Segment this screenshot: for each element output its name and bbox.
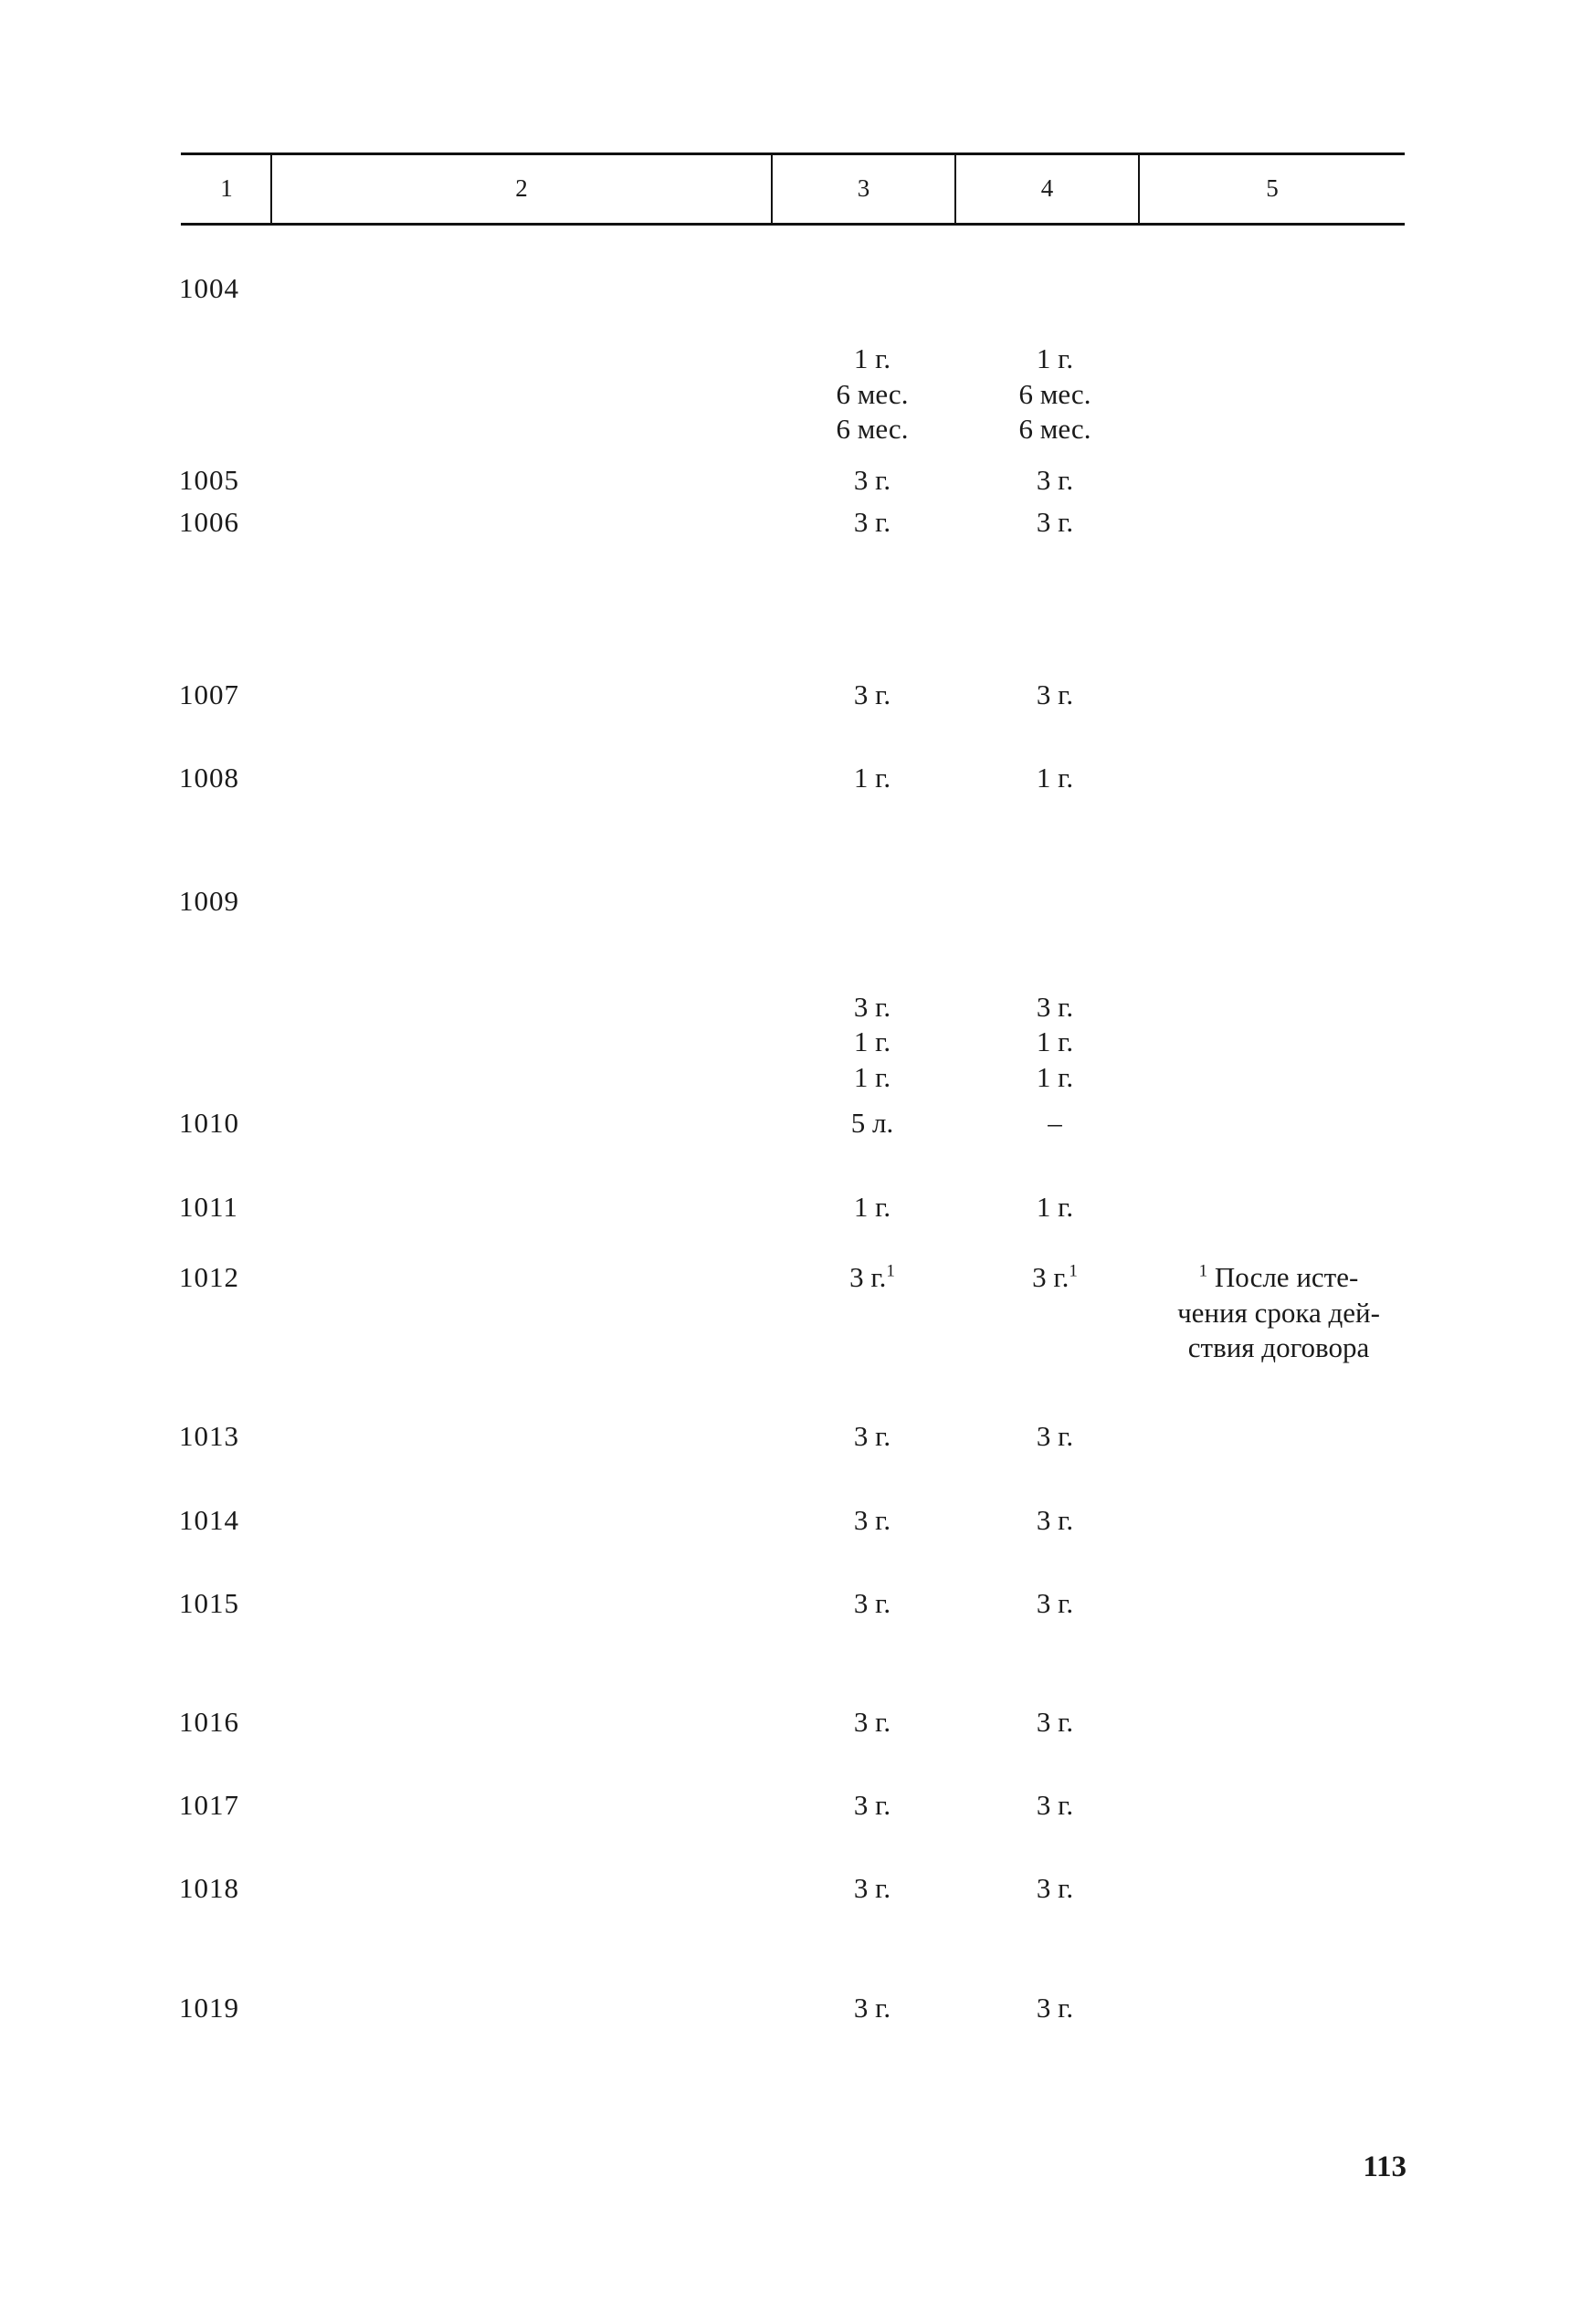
subitem-col3-value: 3 г. <box>853 990 891 1023</box>
col4-value: 1 г. <box>1036 762 1074 794</box>
remark-text: чения срока дей- <box>1177 1296 1380 1329</box>
row-retention-col4 <box>964 1705 1146 1740</box>
row-code: 1016 <box>179 1706 239 1738</box>
row-code: 1009 <box>179 885 239 917</box>
col3-value: 3 г. <box>853 506 891 538</box>
col3-value: 3 г. <box>853 1992 891 2024</box>
remark-text: ствия договора <box>1187 1331 1370 1363</box>
row-retention-col3 <box>781 505 964 541</box>
col4-value: 3 г. <box>1036 506 1074 538</box>
subitem-col4-value: 3 г. <box>1036 990 1074 1023</box>
row-code: 1010 <box>179 1107 239 1139</box>
row-retention-col3 <box>781 678 964 713</box>
row-retention-col4 <box>964 1871 1146 1907</box>
col4-value: 3 г. <box>1032 1261 1069 1293</box>
header-col-2: 2 <box>515 174 528 202</box>
row-retention-col4 <box>964 990 1146 1096</box>
header-col-4: 4 <box>1040 174 1054 202</box>
row-code: 1011 <box>179 1191 238 1223</box>
col3-value: 3 г. <box>849 1261 887 1293</box>
row-retention-col3 <box>781 1705 964 1740</box>
col4-value: 3 г. <box>1036 1992 1074 2024</box>
row-retention-col4 <box>964 678 1146 713</box>
row-retention-col3 <box>781 1503 964 1539</box>
subitem-col4-value: 1 г. <box>1036 342 1074 374</box>
subitem-col4-value: 6 мес. <box>1018 413 1091 445</box>
col3-value: 5 л. <box>850 1107 894 1139</box>
row-code: 1017 <box>179 1789 239 1821</box>
subitem-col3-value: 6 мес. <box>836 413 909 445</box>
remark-line <box>1146 1330 1411 1366</box>
col4-value: 3 г. <box>1036 1504 1074 1536</box>
row-retention-col4 <box>964 1419 1146 1455</box>
subitem-col3-value: 1 г. <box>853 342 891 374</box>
footnote-mark: 1 <box>886 1261 895 1281</box>
row-retention-col3 <box>781 1788 964 1824</box>
footnote-mark: 1 <box>1069 1261 1078 1281</box>
row-retention-col3 <box>781 1419 964 1455</box>
row-retention-col4 <box>964 505 1146 541</box>
row-code: 1013 <box>179 1420 239 1452</box>
col3-value: 3 г. <box>853 1420 891 1452</box>
col4-value: 3 г. <box>1036 464 1074 496</box>
remark-text: После исте- <box>1214 1261 1359 1293</box>
row-retention-col4 <box>964 1503 1146 1539</box>
row-retention-col4 <box>964 1260 1146 1296</box>
row-retention-col4 <box>964 1190 1146 1225</box>
table-header <box>181 152 1405 227</box>
col3-value: 3 г. <box>853 1706 891 1738</box>
row-code: 1004 <box>179 272 239 304</box>
row-code: 1006 <box>179 506 239 538</box>
row-code: 1012 <box>179 1261 239 1293</box>
header-col-3: 3 <box>857 174 870 202</box>
col4-value: 3 г. <box>1036 678 1074 710</box>
row-retention-col4 <box>964 463 1146 499</box>
remark-line <box>1146 1260 1411 1296</box>
col4-value: 1 г. <box>1036 1191 1074 1223</box>
row-retention-col3 <box>781 1190 964 1225</box>
col4-value: 3 г. <box>1036 1420 1074 1452</box>
col3-value: 3 г. <box>853 1504 891 1536</box>
col3-value: 1 г. <box>853 1191 891 1223</box>
col4-value: 3 г. <box>1036 1872 1074 1904</box>
col3-value: 3 г. <box>853 1587 891 1619</box>
row-retention-col3 <box>781 1106 964 1141</box>
row-remarks <box>1146 1260 1411 1366</box>
col3-value: 3 г. <box>853 464 891 496</box>
row-retention-col3 <box>781 761 964 796</box>
header-bottom-rule <box>181 223 1405 226</box>
row-code: 1018 <box>179 1872 239 1904</box>
subitem-col3-value: 1 г. <box>853 1025 891 1057</box>
row-retention-col3 <box>781 463 964 499</box>
row-retention-col3 <box>781 1586 964 1622</box>
col4-value: 3 г. <box>1036 1587 1074 1619</box>
header-col-5: 5 <box>1266 174 1279 202</box>
subitem-col3-value: 6 мес. <box>836 377 909 410</box>
col3-value: 3 г. <box>853 678 891 710</box>
row-retention-col4 <box>964 761 1146 796</box>
col3-value: 3 г. <box>853 1872 891 1904</box>
row-code: 1014 <box>179 1504 239 1536</box>
row-code: 1019 <box>179 1992 239 2024</box>
row-retention-col4 <box>964 1106 1146 1141</box>
page-number: 113 <box>1363 2150 1407 2183</box>
subitem-col4-value: 1 г. <box>1036 1060 1074 1093</box>
row-retention-col3 <box>781 1871 964 1907</box>
row-retention-col3 <box>781 1260 964 1296</box>
row-retention-col4 <box>964 1788 1146 1824</box>
row-code: 1008 <box>179 762 239 794</box>
row-retention-col4 <box>964 1586 1146 1622</box>
row-retention-col4 <box>964 1991 1146 2026</box>
subitem-col4-value: 6 мес. <box>1018 377 1091 410</box>
col4-value: – <box>1048 1107 1062 1139</box>
row-code: 1015 <box>179 1587 239 1619</box>
row-code: 1007 <box>179 678 239 710</box>
remark-line <box>1146 1296 1411 1331</box>
subitem-col3-value: 1 г. <box>853 1060 891 1093</box>
row-retention-col3 <box>781 1991 964 2026</box>
row-retention-col3 <box>781 342 964 447</box>
col3-value: 3 г. <box>853 1789 891 1821</box>
footnote-mark: 1 <box>1198 1261 1208 1281</box>
row-retention-col3 <box>781 990 964 1096</box>
col4-value: 3 г. <box>1036 1789 1074 1821</box>
col4-value: 3 г. <box>1036 1706 1074 1738</box>
header-col-1: 1 <box>220 174 233 202</box>
col3-value: 1 г. <box>853 762 891 794</box>
subitem-col4-value: 1 г. <box>1036 1025 1074 1057</box>
row-retention-col4 <box>964 342 1146 447</box>
header-top-rule <box>181 152 1405 155</box>
row-code: 1005 <box>179 464 239 496</box>
